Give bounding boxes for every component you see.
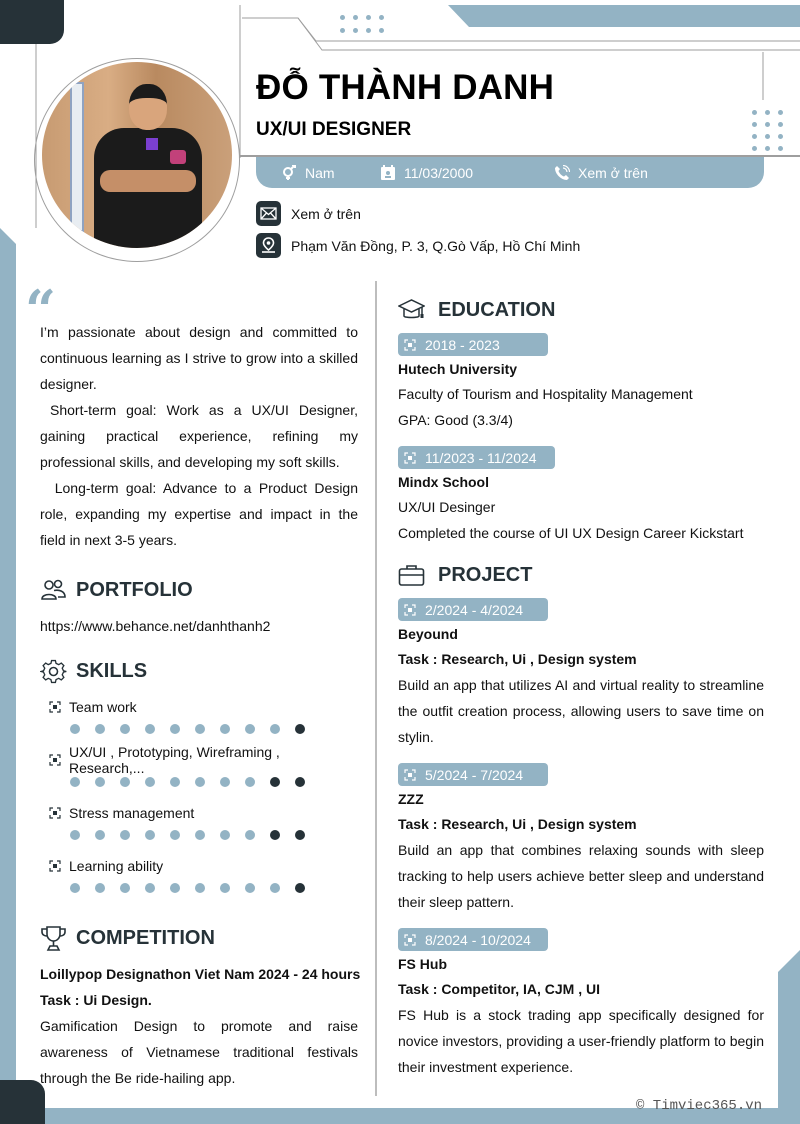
skill-label: Stress management <box>69 805 195 821</box>
competition-task: Task : Ui Design. <box>40 992 152 1008</box>
birthday-info <box>380 157 473 188</box>
competition-name: Loillypop Designathon Viet Nam 2024 - 24 hours <box>40 966 361 982</box>
focus-bullet-icon <box>404 604 416 616</box>
education-detail: GPA: Good (3.3/4) <box>398 412 513 428</box>
address-value: Phạm Văn Đồng, P. 3, Q.Gò Vấp, Hồ Chí Minh <box>291 237 581 254</box>
gender-info <box>281 157 335 188</box>
competition-heading <box>40 925 215 952</box>
skills-heading <box>40 658 147 685</box>
about-summary <box>40 319 362 553</box>
candidate-role: UX/UI DESIGNER <box>256 119 412 140</box>
date-pill <box>398 598 548 621</box>
focus-bullet-icon <box>404 934 416 946</box>
phone-info[interactable] <box>554 157 648 188</box>
education-heading <box>398 297 555 324</box>
phone-value: Xem ở trên <box>578 164 648 181</box>
skill-rating <box>70 777 359 787</box>
location-pin-icon <box>256 233 281 258</box>
portfolio-heading <box>40 577 193 604</box>
skills-title: SKILLS <box>76 660 148 682</box>
users-icon <box>40 577 67 604</box>
skill-item <box>49 744 359 787</box>
project-name: FS Hub <box>398 956 447 972</box>
date-range: 2/2024 - 4/2024 <box>425 601 524 618</box>
competition-description: Gamification Design to promote and raise awareness of Vietnamese traditional festivals through the Be ride-hailing app. <box>40 1018 358 1086</box>
accent-strip-right <box>778 950 800 1124</box>
skill-item <box>49 856 359 893</box>
email-value: Xem ở trên <box>291 205 361 222</box>
focus-bullet-icon <box>49 754 61 766</box>
phone-icon <box>554 165 570 181</box>
school-name: Mindx School <box>398 474 489 490</box>
avatar <box>42 62 232 248</box>
skill-rating <box>70 830 359 840</box>
mail-icon <box>256 201 281 226</box>
education-detail: Faculty of Tourism and Hospitality Management <box>398 386 693 402</box>
candidate-name: ĐỖ THÀNH DANH <box>256 68 555 107</box>
decorative-dots-top <box>340 15 384 33</box>
calendar-icon <box>380 165 396 181</box>
watermark: © Timviec365.vn <box>636 1098 763 1114</box>
project-task: Task : Research, Ui , Design system <box>398 816 637 832</box>
portfolio-link[interactable]: https://www.behance.net/danhthanh2 <box>40 618 271 634</box>
project-name: ZZZ <box>398 791 424 807</box>
gender-icon <box>281 165 297 181</box>
column-divider <box>375 281 377 1096</box>
skill-rating <box>70 724 359 734</box>
skill-item <box>49 803 359 840</box>
contact-email[interactable] <box>256 201 361 226</box>
project-description: Build an app that utilizes AI and virtual reality to streamline the outfit creation process, allowing users to save time on stylin. <box>398 677 764 745</box>
project-heading <box>398 562 532 589</box>
about-paragraph: Short-term goal: Work as a UX/UI Designer, gaining practical experience, refining my professional skills, and developing my soft skills. <box>40 402 362 470</box>
personal-info-bar <box>256 157 764 188</box>
competition-title: COMPETITION <box>76 927 215 949</box>
contact-address <box>256 233 580 258</box>
date-pill <box>398 928 548 951</box>
gear-icon <box>40 658 67 685</box>
education-detail: Completed the course of UI UX Design Career Kickstart <box>398 525 744 541</box>
corner-block-bottom-left <box>0 1080 45 1124</box>
focus-bullet-icon <box>49 701 61 713</box>
about-paragraph: Long-term goal: Advance to a Product Design role, expanding my expertise and impact in the field in next 3-5 years. <box>40 480 362 548</box>
project-name: Beyound <box>398 626 458 642</box>
education-detail: UX/UI Desinger <box>398 499 496 515</box>
decorative-dots-right <box>752 110 783 151</box>
skill-label: UX/UI , Prototyping, Wireframing , Research,... <box>68 744 280 776</box>
graduation-cap-icon <box>398 297 425 324</box>
focus-bullet-icon <box>404 339 416 351</box>
project-title: PROJECT <box>438 564 533 586</box>
date-range: 8/2024 - 10/2024 <box>425 931 531 948</box>
focus-bullet-icon <box>49 860 61 872</box>
skill-label: Team work <box>69 699 137 715</box>
focus-bullet-icon <box>404 452 416 464</box>
skill-rating <box>70 883 359 893</box>
focus-bullet-icon <box>49 807 61 819</box>
date-range: 2018 - 2023 <box>425 336 500 353</box>
school-name: Hutech University <box>398 361 518 377</box>
accent-strip-left <box>0 228 16 1124</box>
quote-icon: “ <box>25 278 57 342</box>
project-task: Task : Competitor, IA, CJM , UI <box>398 981 600 997</box>
trophy-icon <box>40 925 67 952</box>
gender-value: Nam <box>305 164 335 181</box>
portfolio-title: PORTFOLIO <box>76 579 193 601</box>
education-title: EDUCATION <box>438 299 556 321</box>
date-range: 11/2023 - 11/2024 <box>425 449 537 466</box>
project-description: Build an app that combines relaxing sounds with sleep tracking to help users achieve better sleep and understand their sleep pattern. <box>398 842 764 910</box>
project-task: Task : Research, Ui , Design system <box>398 651 637 667</box>
birthday-value: 11/03/2000 <box>404 164 474 181</box>
skill-label: Learning ability <box>69 858 164 874</box>
skill-item <box>49 697 359 734</box>
focus-bullet-icon <box>404 769 416 781</box>
date-pill <box>398 446 555 469</box>
about-paragraph: I’m passionate about design and committed to continuous learning as I strive to grow into a skilled designer. <box>40 324 358 392</box>
date-pill <box>398 763 548 786</box>
date-range: 5/2024 - 7/2024 <box>425 766 524 783</box>
briefcase-icon <box>398 562 425 589</box>
date-pill <box>398 333 548 356</box>
project-description: FS Hub is a stock trading app specifically designed for novice investors, providing a user-friendly platform to begin their investment experience. <box>398 1007 764 1075</box>
